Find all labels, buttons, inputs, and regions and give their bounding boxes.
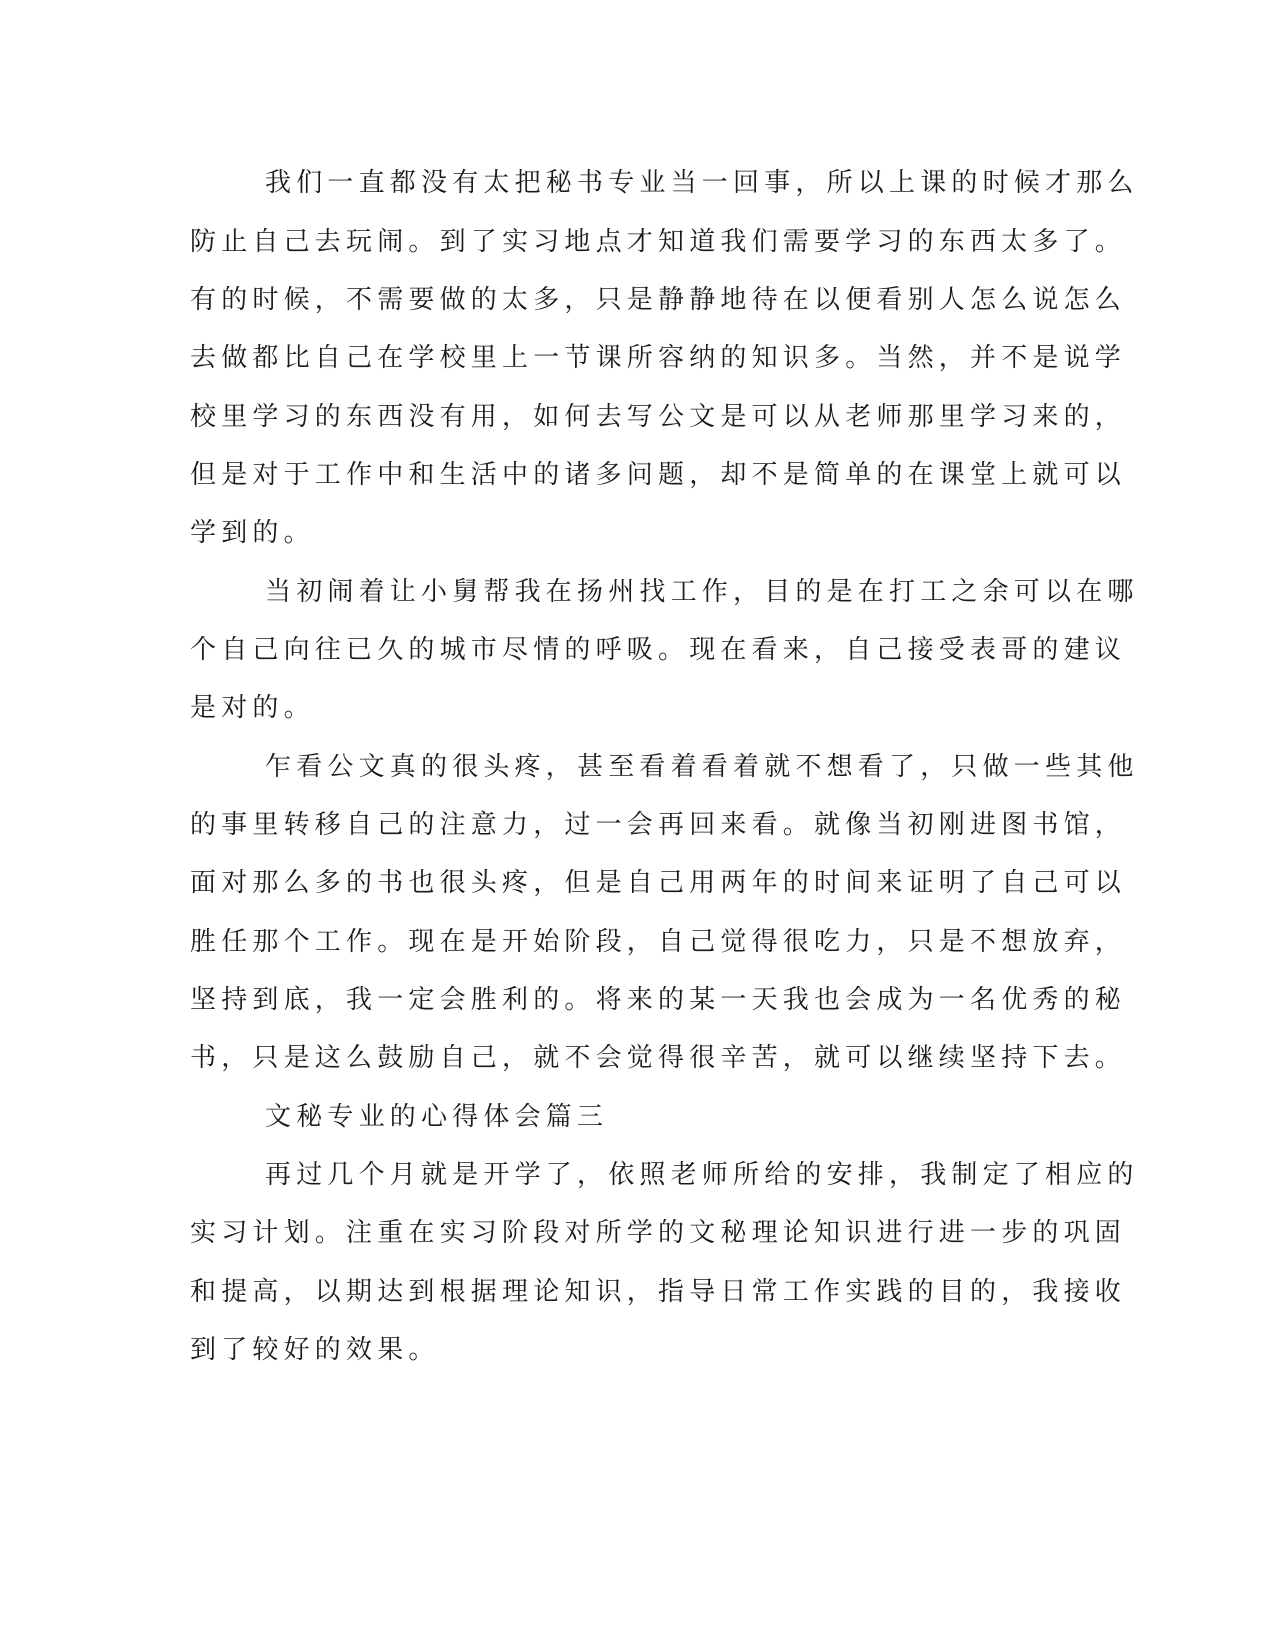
paragraph-1-line-2: 防止自己去玩闹。到了实习地点才知道我们需要学习的东西太多了。 bbox=[190, 227, 1127, 257]
paragraph-3-line-3: 面对那么多的书也很头疼，但是自己用两年的时间来证明了自己可以 bbox=[190, 868, 1127, 898]
paragraph-2-line-2: 个自己向往已久的城市尽情的呼吸。现在看来，自己接受表哥的建议 bbox=[190, 635, 1127, 665]
paragraph-3-line-2: 的事里转移自己的注意力，过一会再回来看。就像当初刚进图书馆， bbox=[190, 810, 1127, 840]
paragraph-3-line-6: 书，只是这么鼓励自己，就不会觉得很辛苦，就可以继续坚持下去。 bbox=[190, 1043, 1127, 1073]
paragraph-1-line-6: 但是对于工作中和生活中的诸多问题，却不是简单的在课堂上就可以 bbox=[190, 460, 1127, 490]
paragraph-3-line-5: 坚持到底，我一定会胜利的。将来的某一天我也会成为一名优秀的秘 bbox=[190, 985, 1127, 1015]
paragraph-1-line-5: 校里学习的东西没有用，如何去写公文是可以从老师那里学习来的， bbox=[190, 402, 1127, 432]
paragraph-3-line-4: 胜任那个工作。现在是开始阶段，自己觉得很吃力，只是不想放弃， bbox=[190, 927, 1127, 957]
paragraph-2-line-3: 是对的。 bbox=[190, 693, 315, 723]
paragraph-1-line-4: 去做都比自己在学校里上一节课所容纳的知识多。当然，并不是说学 bbox=[190, 343, 1127, 373]
paragraph-1-line-3: 有的时候，不需要做的太多，只是静静地待在以便看别人怎么说怎么 bbox=[190, 285, 1127, 315]
paragraph-4-line-2: 实习计划。注重在实习阶段对所学的文秘理论知识进行进一步的巩固 bbox=[190, 1218, 1127, 1248]
paragraph-3-line-1: 乍看公文真的很头疼，甚至看着看着就不想看了，只做一些其他 bbox=[265, 752, 1139, 782]
section-heading: 文秘专业的心得体会篇三 bbox=[265, 1102, 609, 1132]
paragraph-1-line-1: 我们一直都没有太把秘书专业当一回事，所以上课的时候才那么 bbox=[265, 168, 1139, 198]
paragraph-2-line-1: 当初闹着让小舅帮我在扬州找工作，目的是在打工之余可以在哪 bbox=[265, 577, 1139, 607]
paragraph-4-line-1: 再过几个月就是开学了，依照老师所给的安排，我制定了相应的 bbox=[265, 1160, 1139, 1190]
paragraph-4-line-3: 和提高，以期达到根据理论知识，指导日常工作实践的目的，我接收 bbox=[190, 1277, 1127, 1307]
paragraph-4-line-4: 到了较好的效果。 bbox=[190, 1335, 440, 1365]
paragraph-1-line-7: 学到的。 bbox=[190, 518, 315, 548]
